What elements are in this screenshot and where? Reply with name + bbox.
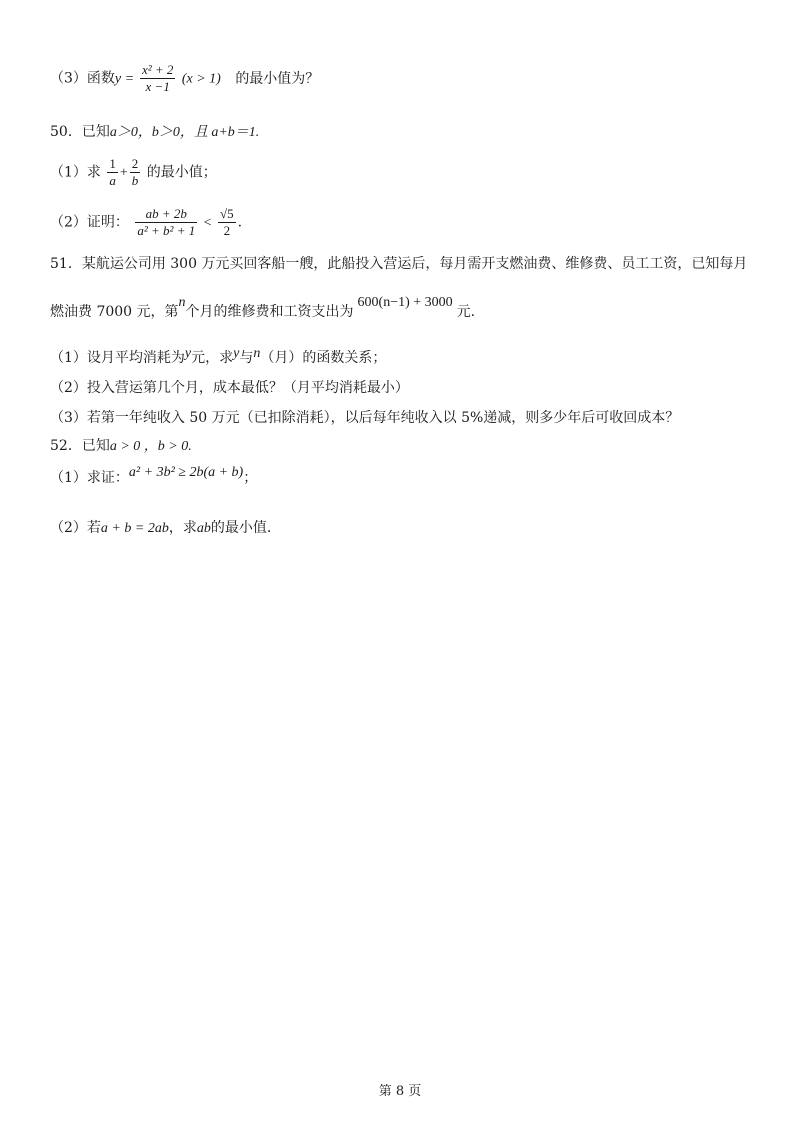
q51-1-n: n bbox=[253, 346, 261, 361]
q52-1-expr: a² + 3b² ≥ 2b(a + b) bbox=[128, 465, 244, 480]
q51-line2-n: n bbox=[178, 295, 186, 310]
q51-1-y: y bbox=[184, 346, 192, 361]
q50-1-prefix: （1）求 bbox=[50, 164, 101, 181]
question-49-part-3 bbox=[50, 62, 319, 95]
q49-3-fraction bbox=[140, 62, 175, 95]
q49-3-condition: (x > 1) bbox=[181, 71, 221, 87]
q50-1-f1-num: 1 bbox=[109, 156, 116, 171]
q50-2-less-than: < bbox=[203, 215, 212, 231]
q51-1-y2: y bbox=[233, 346, 240, 361]
q50-2-prefix: （2）证明： bbox=[50, 214, 129, 231]
q49-3-denominator: x −1 bbox=[145, 79, 170, 94]
q49-3-y: y bbox=[114, 71, 122, 87]
q50-2-denominator: a² + b² + 1 bbox=[137, 223, 196, 238]
q49-3-prefix: （3）函数 bbox=[50, 70, 115, 87]
question-51-part-3 bbox=[50, 408, 679, 428]
q51-line2-a: 燃油费 7000 元，第 bbox=[50, 304, 179, 320]
q51-1-a: （1）设月平均消耗为 bbox=[50, 350, 185, 366]
q51-line2-b: 个月的维修费和工资支出为 bbox=[185, 304, 354, 320]
question-50-part-1 bbox=[50, 156, 217, 189]
q50-2-numerator: ab + 2b bbox=[135, 206, 197, 223]
q50-2-rhs-fraction bbox=[218, 206, 236, 239]
q52-2-expr: a + b = 2ab bbox=[100, 521, 169, 536]
q50-1-f1-den: a bbox=[109, 173, 116, 188]
q50-stem-prefix: 50．已知 bbox=[50, 124, 110, 140]
page-number: 第 8 页 bbox=[378, 1084, 422, 1099]
q49-3-eq: = bbox=[125, 71, 134, 87]
question-50-part-2 bbox=[50, 206, 242, 239]
question-50-stem bbox=[50, 122, 259, 143]
q49-3-suffix: 的最小值为？ bbox=[235, 70, 320, 87]
question-52-stem bbox=[50, 436, 192, 457]
q50-2-fraction bbox=[135, 206, 197, 239]
q52-stem-condition: a > 0 ，b > 0. bbox=[109, 439, 192, 454]
q50-2-rhs-num: √5 bbox=[220, 206, 234, 221]
q52-1-suffix: ； bbox=[243, 470, 258, 486]
question-52-part-1 bbox=[50, 465, 258, 489]
q52-1-prefix: （1）求证： bbox=[50, 470, 129, 486]
q50-1-plus: + bbox=[119, 165, 128, 181]
q50-2-suffix: . bbox=[237, 214, 243, 231]
q51-1-c: 与 bbox=[239, 350, 254, 366]
q52-2-prefix: （2）若 bbox=[50, 520, 101, 536]
q52-2-ab: ab bbox=[196, 521, 211, 536]
q51-stem-line-1-text: 51．某航运公司用 300 万元买回客船一艘，此船投入营运后，每月需开支燃油费、维修费、员工工资，已知每月 bbox=[50, 256, 748, 272]
question-51-stem-line-1 bbox=[50, 254, 747, 274]
q51-1-d: （月）的函数关系； bbox=[260, 350, 387, 366]
q49-3-numerator: x² + 2 bbox=[141, 62, 174, 77]
question-51-part-2 bbox=[50, 378, 409, 398]
question-51-part-1 bbox=[50, 348, 386, 369]
q50-stem-condition: a＞0，b＞0，且 a+b＝1. bbox=[109, 125, 260, 140]
q52-stem-prefix: 52．已知 bbox=[50, 438, 110, 454]
q51-3-text: （3）若第一年纯收入 50 万元（已扣除消耗），以后每年纯收入以 5%递减，则多少年后可收回成本？ bbox=[50, 410, 680, 426]
q51-2-text: （2）投入营运第几个月，成本最低？（月平均消耗最小） bbox=[50, 380, 409, 396]
q52-2-suffix: 的最小值. bbox=[210, 520, 272, 536]
question-52-part-2 bbox=[50, 518, 271, 539]
q50-1-fraction-1 bbox=[107, 156, 118, 189]
q50-2-rhs-den: 2 bbox=[223, 223, 231, 238]
q51-1-b: 元，求 bbox=[191, 350, 234, 366]
q50-1-f2-num: 2 bbox=[131, 156, 139, 171]
q52-2-mid: ，求 bbox=[168, 520, 197, 536]
question-51-stem-line-2 bbox=[50, 295, 476, 323]
q51-line2-c: 元. bbox=[456, 304, 476, 320]
q50-1-suffix: 的最小值； bbox=[146, 164, 217, 181]
q50-1-f2-den: b bbox=[131, 173, 139, 188]
q50-1-fraction-2 bbox=[130, 156, 141, 189]
q51-line2-expr: 600(n−1) + 3000 bbox=[357, 295, 453, 310]
